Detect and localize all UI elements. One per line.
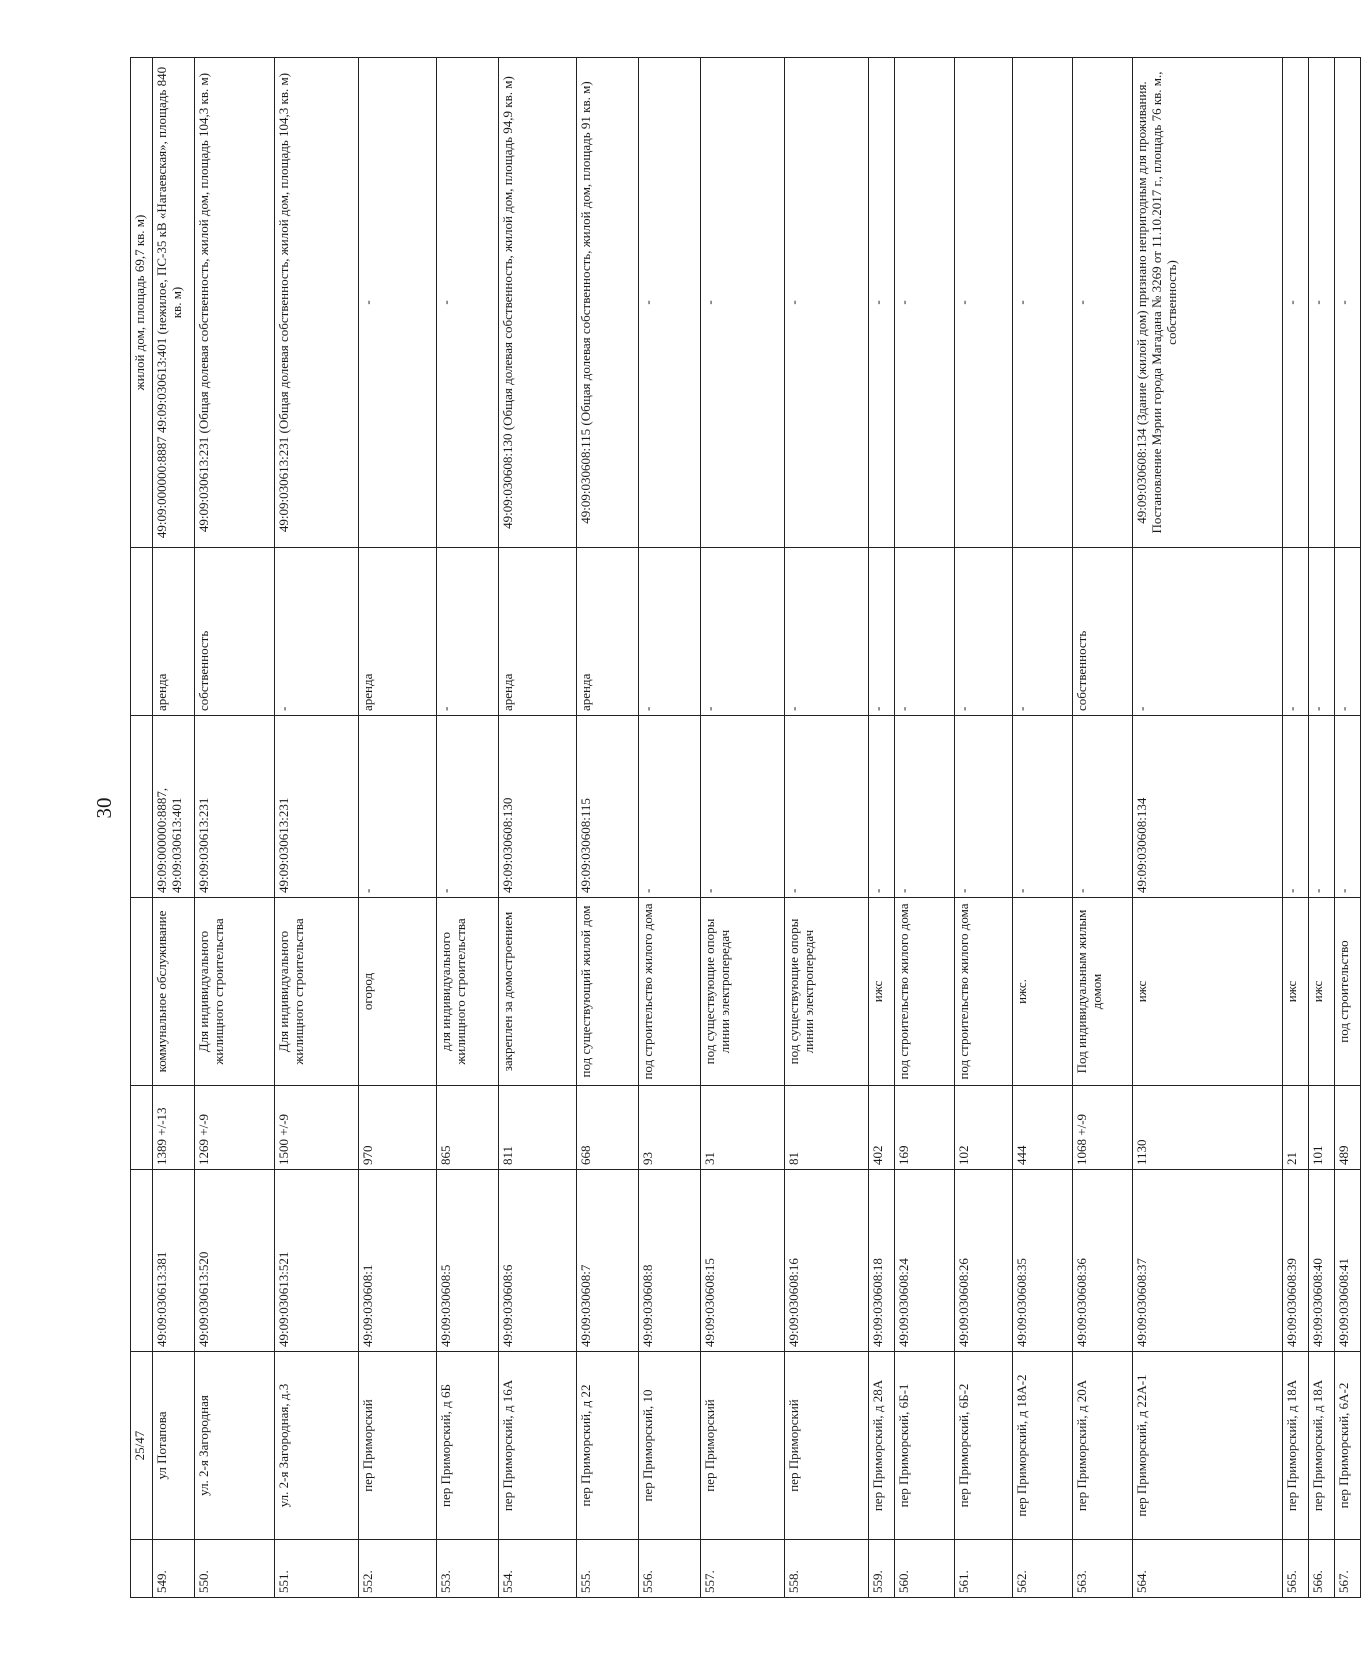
- right-type-cell: аренда: [153, 548, 195, 716]
- right-type-cell: аренда: [577, 548, 639, 716]
- permitted-use-cell: под строительство жилого дома: [895, 898, 955, 1086]
- area-cell: 1500 +/-9: [275, 1086, 359, 1170]
- right-type-cell: -: [1309, 548, 1335, 716]
- address-cell: пер Приморский, 10: [639, 1352, 701, 1540]
- right-type-cell: аренда: [359, 548, 437, 716]
- row-number: 565.: [1283, 1540, 1309, 1598]
- table-row: [499, 58, 577, 1598]
- right-type-cell: -: [895, 548, 955, 716]
- table-row: [785, 58, 869, 1598]
- table-row: [153, 58, 195, 1598]
- objects-cell: -: [785, 716, 869, 898]
- table-row: [1309, 58, 1335, 1598]
- right-type-cell: -: [785, 548, 869, 716]
- note-cell: -: [1335, 58, 1361, 548]
- objects-cell: -: [1335, 716, 1361, 898]
- area-cell: 970: [359, 1086, 437, 1170]
- area-cell: 1269 +/-9: [195, 1086, 275, 1170]
- table-row: [1283, 58, 1309, 1598]
- right-type-cell: -: [869, 548, 895, 716]
- permitted-use-cell: под строительство: [1335, 898, 1361, 1086]
- address-cell: 25/47: [131, 1352, 153, 1540]
- cadastral-number-cell: 49:09:030608:37: [1133, 1170, 1283, 1352]
- table-row: [275, 58, 359, 1598]
- right-type-cell: -: [1335, 548, 1361, 716]
- address-cell: ул. 2-я Загородная: [195, 1352, 275, 1540]
- objects-cell: -: [701, 716, 785, 898]
- note-cell: -: [895, 58, 955, 548]
- permitted-use-cell: коммунальное обслуживание: [153, 898, 195, 1086]
- row-number: 554.: [499, 1540, 577, 1598]
- row-number: 566.: [1309, 1540, 1335, 1598]
- row-number: 563.: [1073, 1540, 1133, 1598]
- area-cell: 101: [1309, 1086, 1335, 1170]
- note-cell: -: [869, 58, 895, 548]
- cadastral-number-cell: 49:09:030608:16: [785, 1170, 869, 1352]
- row-number: 549.: [153, 1540, 195, 1598]
- address-cell: пер Приморский, д 20А: [1073, 1352, 1133, 1540]
- right-type-cell: -: [437, 548, 499, 716]
- row-number: 553.: [437, 1540, 499, 1598]
- cadastral-number-cell: 49:09:030608:41: [1335, 1170, 1361, 1352]
- objects-cell: 49:09:030608:115: [577, 716, 639, 898]
- permitted-use-cell: под строительство жилого дома: [639, 898, 701, 1086]
- right-type-cell: собственность: [195, 548, 275, 716]
- area-cell: 668: [577, 1086, 639, 1170]
- right-type-cell: -: [955, 548, 1013, 716]
- note-cell: 49:09:030613:231 (Общая долевая собственность, жилой дом, площадь 104,3 кв. м): [195, 58, 275, 548]
- row-number: 562.: [1013, 1540, 1073, 1598]
- permitted-use-cell: для индивидуального жилищного строительства: [437, 898, 499, 1086]
- area-cell: 402: [869, 1086, 895, 1170]
- permitted-use-cell: ижс: [869, 898, 895, 1086]
- row-number: 557.: [701, 1540, 785, 1598]
- registry-table-container: [130, 58, 1351, 1598]
- note-cell: -: [955, 58, 1013, 548]
- area-cell: 1389 +/-13: [153, 1086, 195, 1170]
- table-row: [639, 58, 701, 1598]
- note-cell: 49:09:030608:134 (Здание (жилой дом) признано непригодным для проживания. Постановление Мэрии города Магадана № 3269 от 11.10.2017 г., площадь 76 кв. м., собственность): [1133, 58, 1283, 548]
- cadastral-number-cell: 49:09:030608:6: [499, 1170, 577, 1352]
- note-cell: 49:09:000000:8887 49:09:030613:401 (нежилое, ПС-35 кВ «Нагаевская», площадь 840 кв. м): [153, 58, 195, 548]
- table-row: [1013, 58, 1073, 1598]
- address-cell: пер Приморский: [701, 1352, 785, 1540]
- area-cell: 489: [1335, 1086, 1361, 1170]
- table-row: [437, 58, 499, 1598]
- note-cell: -: [639, 58, 701, 548]
- address-cell: пер Приморский, д 6Б: [437, 1352, 499, 1540]
- address-cell: пер Приморский, д 16А: [499, 1352, 577, 1540]
- note-cell: -: [437, 58, 499, 548]
- objects-cell: 49:09:030613:231: [275, 716, 359, 898]
- cadastral-number-cell: 49:09:030608:7: [577, 1170, 639, 1352]
- table-row: [1133, 58, 1283, 1598]
- objects-cell: [131, 716, 153, 898]
- permitted-use-cell: [131, 898, 153, 1086]
- row-number: 558.: [785, 1540, 869, 1598]
- permitted-use-cell: закреплен за домостроением: [499, 898, 577, 1086]
- cadastral-number-cell: 49:09:030608:15: [701, 1170, 785, 1352]
- address-cell: пер Приморский, д 18А-2: [1013, 1352, 1073, 1540]
- address-cell: пер Приморский, д 28А: [869, 1352, 895, 1540]
- row-number: 564.: [1133, 1540, 1283, 1598]
- area-cell: 1130: [1133, 1086, 1283, 1170]
- table-row: [701, 58, 785, 1598]
- permitted-use-cell: огород: [359, 898, 437, 1086]
- note-cell: -: [701, 58, 785, 548]
- cadastral-number-cell: 49:09:030608:39: [1283, 1170, 1309, 1352]
- permitted-use-cell: Под индивидуальным жилым домом: [1073, 898, 1133, 1086]
- cadastral-number-cell: 49:09:030608:35: [1013, 1170, 1073, 1352]
- right-type-cell: -: [1283, 548, 1309, 716]
- right-type-cell: [131, 548, 153, 716]
- table-body: [131, 58, 1361, 1598]
- objects-cell: -: [359, 716, 437, 898]
- address-cell: пер Приморский, д 18А: [1283, 1352, 1309, 1540]
- note-cell: жилой дом, площадь 69,7 кв. м): [131, 58, 153, 548]
- row-number: 567.: [1335, 1540, 1361, 1598]
- registry-table-rotated: [130, 58, 1351, 1598]
- area-cell: 865: [437, 1086, 499, 1170]
- right-type-cell: аренда: [499, 548, 577, 716]
- permitted-use-cell: под существующие опоры линии электропередач: [701, 898, 785, 1086]
- permitted-use-cell: Для индивидуального жилищного строительства: [275, 898, 359, 1086]
- land-registry-table: [130, 57, 1361, 1598]
- note-cell: 49:09:030608:115 (Общая долевая собственность, жилой дом, площадь 91 кв. м): [577, 58, 639, 548]
- area-cell: 444: [1013, 1086, 1073, 1170]
- objects-cell: 49:09:030613:231: [195, 716, 275, 898]
- note-cell: -: [785, 58, 869, 548]
- area-cell: 811: [499, 1086, 577, 1170]
- objects-cell: -: [1073, 716, 1133, 898]
- right-type-cell: -: [701, 548, 785, 716]
- objects-cell: -: [1309, 716, 1335, 898]
- table-row: [869, 58, 895, 1598]
- area-cell: 81: [785, 1086, 869, 1170]
- objects-cell: -: [895, 716, 955, 898]
- row-number: 551.: [275, 1540, 359, 1598]
- right-type-cell: -: [1133, 548, 1283, 716]
- permitted-use-cell: ижс: [1283, 898, 1309, 1086]
- cadastral-number-cell: 49:09:030613:381: [153, 1170, 195, 1352]
- cadastral-number-cell: 49:09:030613:520: [195, 1170, 275, 1352]
- permitted-use-cell: ижс: [1133, 898, 1283, 1086]
- objects-cell: 49:09:030608:130: [499, 716, 577, 898]
- cadastral-number-cell: 49:09:030608:40: [1309, 1170, 1335, 1352]
- note-cell: -: [359, 58, 437, 548]
- cadastral-number-cell: 49:09:030613:521: [275, 1170, 359, 1352]
- cadastral-number-cell: 49:09:030608:24: [895, 1170, 955, 1352]
- table-row: [1073, 58, 1133, 1598]
- row-number: 559.: [869, 1540, 895, 1598]
- address-cell: пер Приморский, д 22: [577, 1352, 639, 1540]
- right-type-cell: собственность: [1073, 548, 1133, 716]
- address-cell: пер Приморский: [359, 1352, 437, 1540]
- area-cell: 1068 +/-9: [1073, 1086, 1133, 1170]
- cadastral-number-cell: 49:09:030608:1: [359, 1170, 437, 1352]
- row-number: 552.: [359, 1540, 437, 1598]
- permitted-use-cell: под существующие опоры линии электропередач: [785, 898, 869, 1086]
- area-cell: 93: [639, 1086, 701, 1170]
- table-row: [1335, 58, 1361, 1598]
- row-number: [131, 1540, 153, 1598]
- permitted-use-cell: под существующий жилой дом: [577, 898, 639, 1086]
- address-cell: пер Приморский: [785, 1352, 869, 1540]
- note-cell: -: [1283, 58, 1309, 548]
- table-row-continuation: [131, 58, 153, 1598]
- right-type-cell: -: [275, 548, 359, 716]
- row-number: 560.: [895, 1540, 955, 1598]
- objects-cell: -: [437, 716, 499, 898]
- area-cell: 21: [1283, 1086, 1309, 1170]
- objects-cell: -: [1013, 716, 1073, 898]
- address-cell: ул Потапова: [153, 1352, 195, 1540]
- note-cell: -: [1309, 58, 1335, 548]
- note-cell: 49:09:030608:130 (Общая долевая собственность, жилой дом, площадь 94,9 кв. м): [499, 58, 577, 548]
- permitted-use-cell: ижс: [1309, 898, 1335, 1086]
- permitted-use-cell: Для индивидуального жилищного строительства: [195, 898, 275, 1086]
- cadastral-number-cell: 49:09:030608:5: [437, 1170, 499, 1352]
- cadastral-number-cell: 49:09:030608:18: [869, 1170, 895, 1352]
- row-number: 556.: [639, 1540, 701, 1598]
- address-cell: пер Приморский, д 22А-1: [1133, 1352, 1283, 1540]
- note-cell: -: [1013, 58, 1073, 548]
- area-cell: 169: [895, 1086, 955, 1170]
- right-type-cell: -: [639, 548, 701, 716]
- area-cell: [131, 1086, 153, 1170]
- row-number: 561.: [955, 1540, 1013, 1598]
- note-cell: -: [1073, 58, 1133, 548]
- table-row: [359, 58, 437, 1598]
- objects-cell: 49:09:000000:8887, 49:09:030613:401: [153, 716, 195, 898]
- objects-cell: -: [1283, 716, 1309, 898]
- address-cell: пер Приморский, д 18А: [1309, 1352, 1335, 1540]
- table-row: [577, 58, 639, 1598]
- cadastral-number-cell: 49:09:030608:8: [639, 1170, 701, 1352]
- area-cell: 102: [955, 1086, 1013, 1170]
- objects-cell: -: [955, 716, 1013, 898]
- note-cell: 49:09:030613:231 (Общая долевая собственность, жилой дом, площадь 104,3 кв. м): [275, 58, 359, 548]
- address-cell: пер Приморский, 6А-2: [1335, 1352, 1361, 1540]
- table-row: [955, 58, 1013, 1598]
- cadastral-number-cell: [131, 1170, 153, 1352]
- row-number: 550.: [195, 1540, 275, 1598]
- page-number: 30: [92, 797, 116, 819]
- objects-cell: -: [639, 716, 701, 898]
- table-row: [195, 58, 275, 1598]
- address-cell: ул. 2-я Загородная, д.3: [275, 1352, 359, 1540]
- permitted-use-cell: под строительство жилого дома: [955, 898, 1013, 1086]
- permitted-use-cell: ижс.: [1013, 898, 1073, 1086]
- row-number: 555.: [577, 1540, 639, 1598]
- address-cell: пер Приморский, 6Б-2: [955, 1352, 1013, 1540]
- area-cell: 31: [701, 1086, 785, 1170]
- right-type-cell: -: [1013, 548, 1073, 716]
- objects-cell: 49:09:030608:134: [1133, 716, 1283, 898]
- cadastral-number-cell: 49:09:030608:26: [955, 1170, 1013, 1352]
- table-row: [895, 58, 955, 1598]
- objects-cell: -: [869, 716, 895, 898]
- cadastral-number-cell: 49:09:030608:36: [1073, 1170, 1133, 1352]
- address-cell: пер Приморский, 6Б-1: [895, 1352, 955, 1540]
